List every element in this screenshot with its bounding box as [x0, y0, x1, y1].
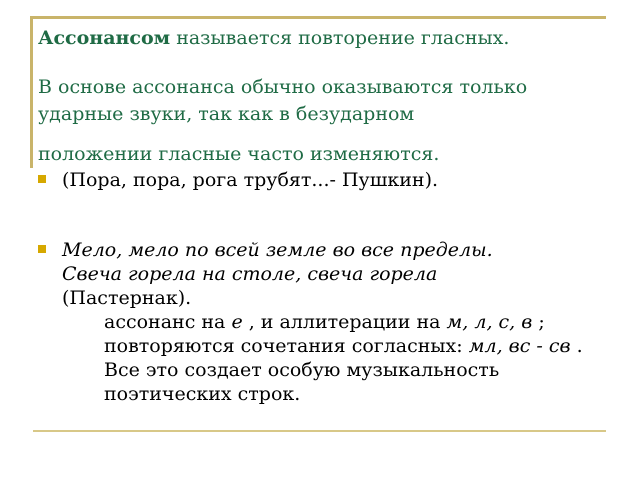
list-item — [38, 238, 608, 406]
pushkin-example: (Пора, пора, рога трубят...- Пушкин). — [62, 169, 439, 191]
bullet-square-icon — [38, 175, 46, 183]
analysis-clusters: мл, вс - св — [468, 335, 571, 357]
lead-paragraph-continued: положении гласные часто изменяются. — [38, 143, 440, 165]
analysis-consonants: м, л, с, в — [446, 311, 533, 333]
top-rule — [30, 16, 606, 19]
poem-line-1: Мело, мело по всей земле во все пределы. — [62, 239, 493, 261]
poem-line-2: Свеча горела на столе, свеча горела — [62, 263, 438, 285]
analysis-text-b: , и аллитерации на — [242, 311, 441, 333]
list-item — [38, 168, 608, 192]
slide-title — [38, 26, 618, 50]
analysis-text-c: ; повторяются сочетания согласных: — [104, 311, 545, 357]
title-term: Ассонансом — [38, 27, 171, 49]
bullet-square-icon — [38, 245, 46, 253]
left-rule — [30, 16, 33, 168]
bottom-rule — [33, 430, 606, 432]
poem-source: (Пастернак). — [62, 287, 192, 309]
lead-paragraph: В основе ассонанса обычно оказываются только ударные звуки, так как в безударном — [38, 76, 528, 125]
bullet-list — [38, 168, 608, 406]
title-definition: называется повторение гласных. — [170, 27, 510, 49]
analysis-vowel: е — [231, 311, 243, 333]
analysis-text-a: ассонанс на — [104, 311, 226, 333]
analysis-text-d: . Все это создает особую музыкальность поэтических строк. — [104, 335, 583, 405]
analysis-paragraph — [62, 310, 608, 406]
